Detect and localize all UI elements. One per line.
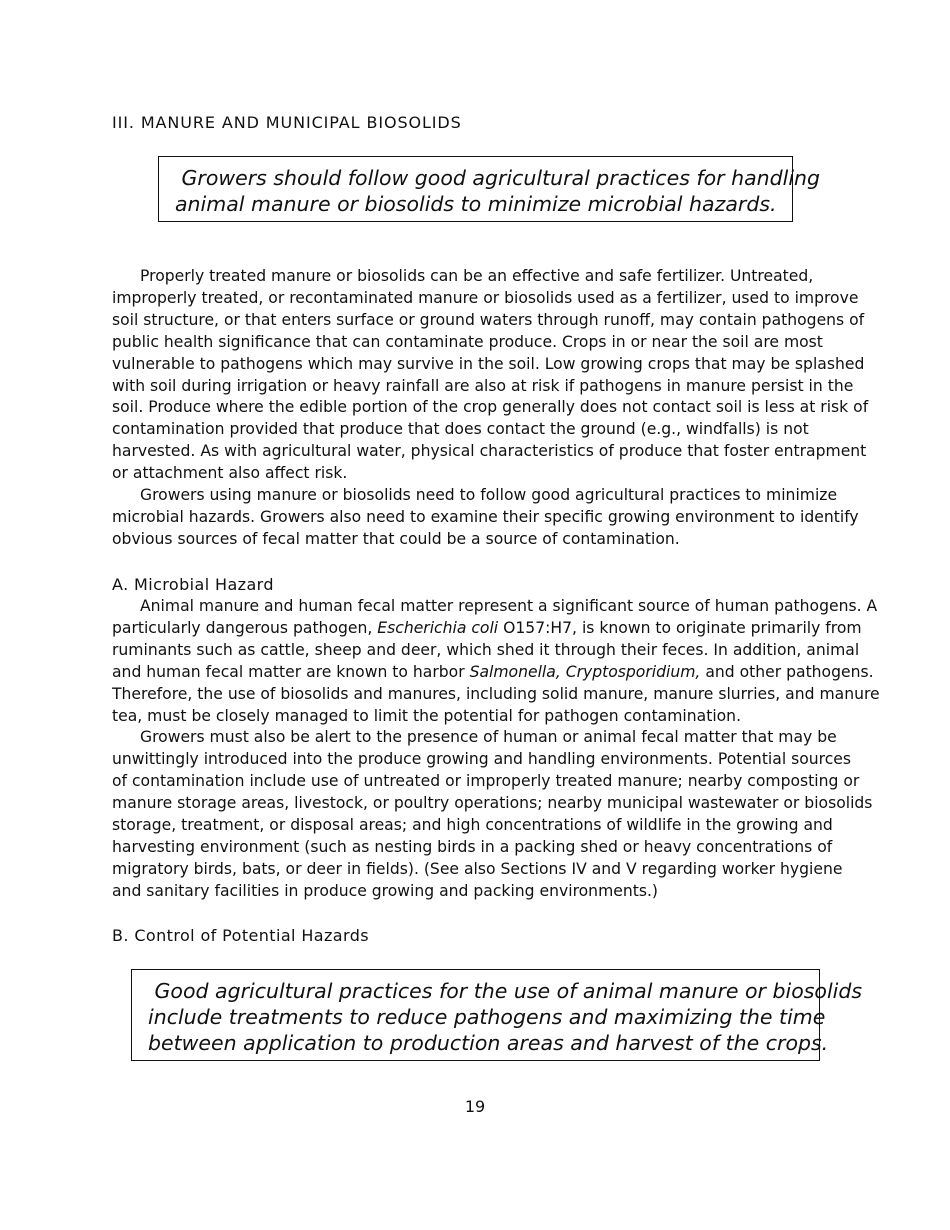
callout-line: Growers should follow good agricultural practices for handling <box>175 166 821 190</box>
text-line: harvested. As with agricultural water, physical characteristics of produce that foster entrapment <box>112 442 867 461</box>
callout-line: include treatments to reduce pathogens and maximizing the time <box>148 1005 826 1029</box>
text-line: microbial hazards. Growers also need to examine their specific growing environment to identify <box>112 507 859 526</box>
microbial-hazard-text <box>112 596 880 903</box>
text-line: manure storage areas, livestock, or poultry operations; nearby municipal wastewater or biosolids <box>112 794 873 813</box>
callout-box-practices <box>131 969 863 1061</box>
subsection-a-title: A. Microbial Hazard <box>112 575 274 594</box>
text-line: unwittingly introduced into the produce growing and handling environments. Potential sources <box>112 750 852 769</box>
section-title: III. MANURE AND MUNICIPAL BIOSOLIDS <box>112 113 462 132</box>
callout-line: between application to production areas and harvest of the crops. <box>148 1031 829 1055</box>
text-line: Therefore, the use of biosolids and manures, including solid manure, manure slurries, and manure <box>112 684 880 703</box>
text-line: Growers must also be alert to the presence of human or animal fecal matter that may be <box>140 728 837 747</box>
text-line: improperly treated, or recontaminated manure or biosolids used as a fertilizer, used to improve <box>112 288 859 307</box>
text-line: or attachment also affect risk. <box>112 464 348 483</box>
text-line <box>112 662 874 684</box>
text-line: soil. Produce where the edible portion of the crop generally does not contact soil is less at risk of <box>112 398 869 417</box>
text-line: soil structure, or that enters surface or ground waters through runoff, may contain pathogens of <box>112 310 865 329</box>
page-number: 19 <box>464 1097 486 1116</box>
text-line: tea, must be closely managed to limit the potential for pathogen contamination. <box>112 706 742 725</box>
text-line: Properly treated manure or biosolids can be an effective and safe fertilizer. Untreated, <box>140 267 814 285</box>
pathogen-name: Salmonella, Cryptosporidium, <box>469 662 701 681</box>
text-line: ruminants such as cattle, sheep and deer, which shed it through their feces. In addition, animal <box>112 640 860 659</box>
text-segment: particularly dangerous pathogen, <box>112 618 378 637</box>
text-line: Growers using manure or biosolids need to follow good agricultural practices to minimize <box>140 486 838 505</box>
text-line: Animal manure and human fecal matter represent a significant source of human pathogens. A <box>140 597 878 615</box>
text-line: public health significance that can contaminate produce. Crops in or near the soil are most <box>112 332 823 351</box>
text-segment: and human fecal matter are known to harbor <box>112 662 470 681</box>
text-line: storage, treatment, or disposal areas; and high concentrations of wildlife in the growing and <box>112 816 833 835</box>
text-segment: and other pathogens. <box>700 662 874 681</box>
text-line: of contamination include use of untreated or improperly treated manure; nearby composting or <box>112 772 860 791</box>
callout-line: Good agricultural practices for the use of animal manure or biosolids <box>148 979 863 1003</box>
text-line <box>112 618 862 640</box>
subsection-b-title: B. Control of Potential Hazards <box>112 926 369 945</box>
text-line: vulnerable to pathogens which may survive in the soil. Low growing crops that may be splashed <box>112 354 865 373</box>
text-line: contamination provided that produce that does contact the ground (e.g., windfalls) is not <box>112 420 809 439</box>
text-line: harvesting environment (such as nesting birds in a packing shed or heavy concentrations of <box>112 837 833 856</box>
text-line: with soil during irrigation or heavy rainfall are also at risk if pathogens in manure persist in the <box>112 376 854 395</box>
intro-text <box>112 266 869 551</box>
text-line: migratory birds, bats, or deer in fields). (See also Sections IV and V regarding worker hygiene <box>112 859 843 878</box>
callout-box-handling <box>158 156 821 222</box>
text-line: obvious sources of fecal matter that could be a source of contamination. <box>112 529 680 548</box>
text-line: and sanitary facilities in produce growing and packing environments.) <box>112 881 659 900</box>
text-segment: O157:H7, is known to originate primarily from <box>498 618 862 637</box>
pathogen-name: Escherichia coli <box>377 618 499 637</box>
callout-line: animal manure or biosolids to minimize microbial hazards. <box>175 192 777 216</box>
